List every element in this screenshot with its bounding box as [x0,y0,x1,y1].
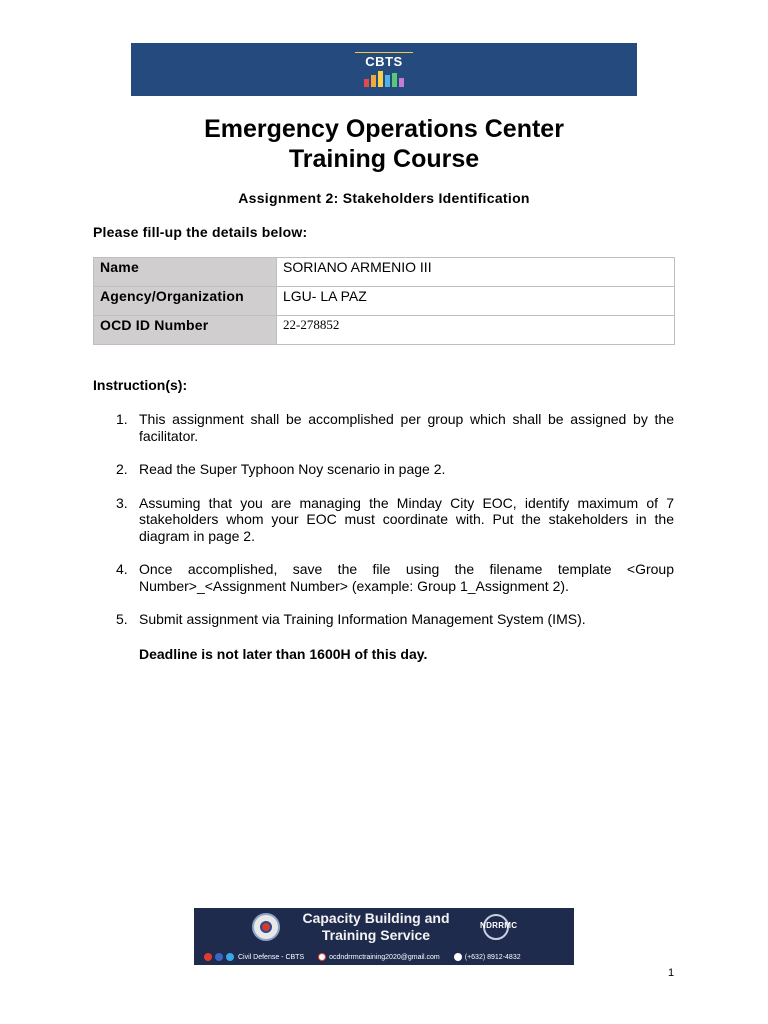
document-title-line2: Training Course [288,145,480,173]
detail-value[interactable]: LGU- LA PAZ [277,287,675,316]
ndrrmc-text: NDRRMC [480,921,518,930]
list-number: 4. [116,561,128,577]
logo-divider [355,52,413,53]
list-item [93,611,674,628]
logo-bars-icon [364,71,404,87]
google-icon [318,953,326,961]
deadline-note: Deadline is not later than 1600H of this day. [139,646,428,662]
youtube-icon [204,953,212,961]
detail-label: OCD ID Number [94,316,277,345]
list-text: Submit assignment via Training Information Management System (IMS). [139,611,586,627]
detail-value[interactable]: 22-278852 [277,316,675,345]
list-number: 2. [116,461,128,477]
detail-value[interactable]: SORIANO ARMENIO III [277,258,675,287]
social-label: Civil Defense - CBTS [238,953,305,961]
footer-title-line2: Training Service [321,927,431,943]
page-number: 1 [668,967,675,979]
ocd-seal-icon [252,913,280,941]
list-text: Assuming that you are managing the Minday City EOC, identify maximum of 7 stakeholders whom your EOC must coordinate with. Put the stakeholders in the diagram in page 2. [139,494,674,544]
list-item [93,411,674,444]
phone-icon [454,953,462,961]
twitter-icon [226,953,234,961]
footer-contacts [194,951,574,963]
footer-title [286,910,466,944]
footer-banner [194,908,574,965]
instructions-heading: Instruction(s): [93,377,188,393]
ndrrmc-logo [470,912,522,942]
list-item [93,561,674,594]
table-row [94,287,675,316]
list-item [93,461,674,478]
social-icons [204,953,234,961]
header-banner [131,43,637,96]
list-text: Once accomplished, save the file using the filename template <Group Number>_<Assignment Number> (example: Group 1_Assignment 2). [139,561,674,594]
table-row [94,316,675,345]
detail-label: Agency/Organization [94,287,277,316]
document-title-line1: Emergency Operations Center [204,115,564,143]
list-number: 3. [116,494,128,511]
list-text: Read the Super Typhoon Noy scenario in page 2. [139,461,446,477]
footer-email: ocdndrrmctraining2020@gmail.com [329,953,440,961]
list-number: 1. [116,411,128,427]
instructions-list [93,411,674,645]
cbts-logo [355,52,413,87]
footer-phone: (+632) 8912-4832 [464,953,521,961]
details-table [93,257,675,345]
list-text: This assignment shall be accomplished per group which shall be assigned by the facilitator. [139,411,674,444]
fill-up-instruction: Please fill-up the details below: [93,224,308,240]
footer-title-line1: Capacity Building and [302,910,450,926]
facebook-icon [215,953,223,961]
logo-text: CBTS [365,54,403,69]
assignment-subtitle: Assignment 2: Stakeholders Identification [238,190,530,206]
detail-label: Name [94,258,277,287]
table-row [94,258,675,287]
list-item [93,495,674,545]
list-number: 5. [116,611,128,627]
